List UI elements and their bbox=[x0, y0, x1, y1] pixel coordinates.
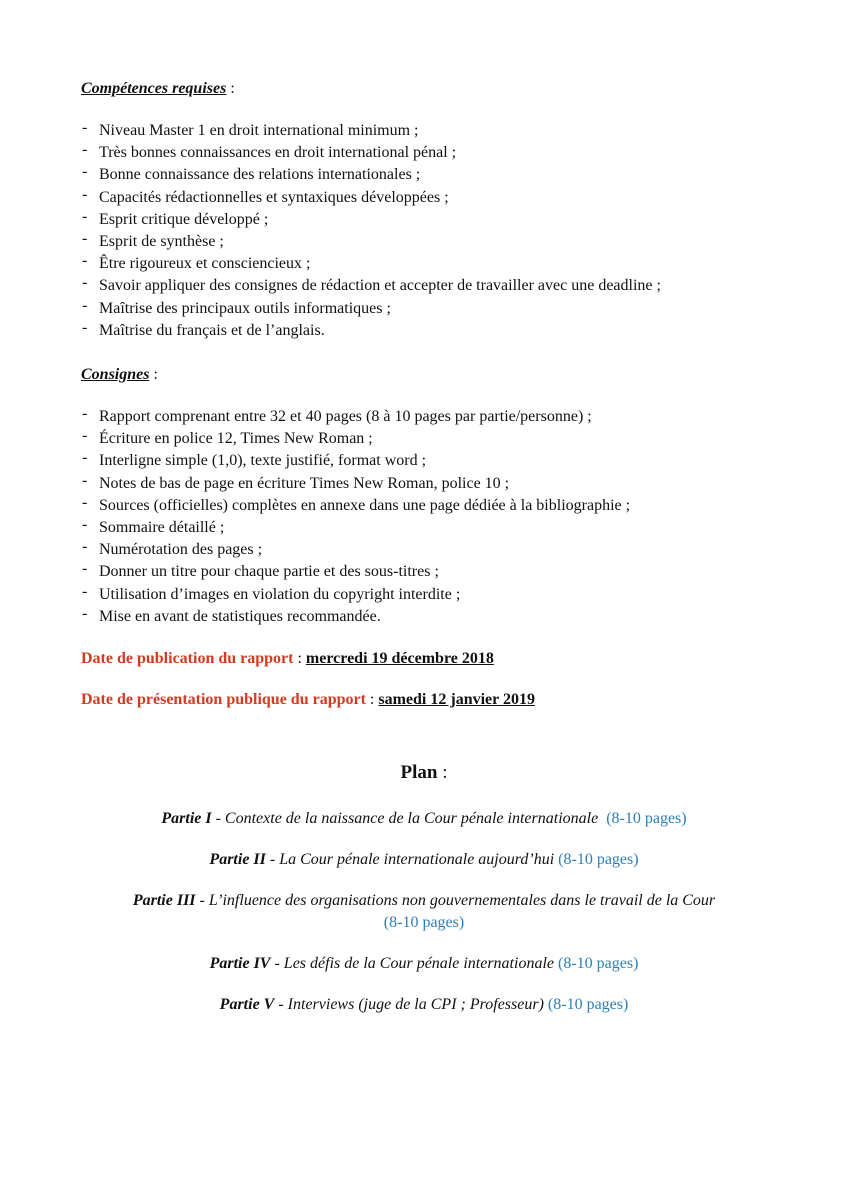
list-item: - Esprit de synthèse ; bbox=[81, 231, 771, 253]
list-item: - Capacités rédactionnelles et syntaxiques développées ; bbox=[81, 187, 771, 209]
plan-part-4 bbox=[81, 953, 767, 975]
part-separator: - bbox=[274, 996, 288, 1013]
publication-date-line bbox=[81, 648, 771, 670]
list-item: - Maîtrise du français et de l’anglais. bbox=[81, 320, 771, 342]
part-title: Contexte de la naissance de la Cour pénale internationale bbox=[224, 810, 599, 827]
plan-part-5 bbox=[81, 994, 767, 1016]
list-item: - Écriture en police 12, Times New Roman ; bbox=[81, 428, 771, 450]
list-item: - Utilisation d’images en violation du copyright interdite ; bbox=[81, 584, 771, 606]
consignes-colon: : bbox=[149, 366, 158, 384]
part-number: Partie I bbox=[161, 810, 212, 827]
presentation-date-value: samedi 12 janvier 2019 bbox=[378, 691, 535, 709]
part-title: Interviews (juge de la CPI ; Professeur) bbox=[287, 996, 544, 1013]
plan-part-1 bbox=[81, 808, 767, 830]
competences-list bbox=[81, 120, 771, 342]
part-title: L’influence des organisations non gouvernementales dans le travail de la Cour bbox=[208, 892, 716, 909]
list-item: - Mise en avant de statistiques recommandée. bbox=[81, 606, 771, 628]
part-pages: (8-10 pages) bbox=[383, 914, 465, 931]
list-item: - Savoir appliquer des consignes de rédaction et accepter de travailler avec une deadline ; bbox=[81, 275, 771, 297]
plan-title-text: Plan bbox=[400, 762, 438, 783]
list-item: - Bonne connaissance des relations internationales ; bbox=[81, 164, 771, 186]
part-number: Partie III bbox=[132, 892, 196, 909]
requirements-content bbox=[81, 78, 771, 711]
consignes-list bbox=[81, 406, 771, 628]
part-separator: - bbox=[270, 955, 284, 972]
part-pages: (8-10 pages) bbox=[606, 810, 687, 827]
list-item: - Donner un titre pour chaque partie et des sous-titres ; bbox=[81, 561, 771, 583]
competences-title: Compétences requises bbox=[81, 80, 227, 97]
part-number: Partie IV bbox=[209, 955, 271, 972]
plan-part-3 bbox=[81, 890, 767, 934]
part-separator: - bbox=[265, 851, 280, 868]
publication-date-label: Date de publication du rapport bbox=[81, 650, 294, 668]
part-number: Partie V bbox=[219, 996, 275, 1013]
list-item: - Niveau Master 1 en droit international minimum ; bbox=[81, 120, 771, 142]
list-item: - Sources (officielles) complètes en annexe dans une page dédiée à la bibliographie ; bbox=[81, 495, 771, 517]
competences-colon: : bbox=[226, 80, 235, 97]
presentation-date-label: Date de présentation publique du rapport bbox=[81, 691, 366, 709]
list-item: - Maîtrise des principaux outils informatiques ; bbox=[81, 298, 771, 320]
list-item: - Être rigoureux et consciencieux ; bbox=[81, 253, 771, 275]
presentation-date-separator: : bbox=[365, 691, 379, 709]
list-item: - Rapport comprenant entre 32 et 40 pages (8 à 10 pages par partie/personne) ; bbox=[81, 406, 771, 428]
plan-title-colon: : bbox=[437, 762, 448, 783]
list-item: - Sommaire détaillé ; bbox=[81, 517, 771, 539]
plan-section bbox=[81, 762, 767, 1016]
list-item: - Esprit critique développé ; bbox=[81, 209, 771, 231]
part-pages: (8-10 pages) bbox=[558, 851, 639, 868]
part-title: La Cour pénale internationale aujourd’hui bbox=[279, 851, 555, 868]
list-item: - Très bonnes connaissances en droit international pénal ; bbox=[81, 142, 771, 164]
part-pages: (8-10 pages) bbox=[558, 955, 639, 972]
list-item: - Numérotation des pages ; bbox=[81, 539, 771, 561]
part-title: Les défis de la Cour pénale internationale bbox=[283, 955, 554, 972]
consignes-title: Consignes bbox=[81, 366, 150, 384]
consignes-heading bbox=[81, 364, 771, 386]
part-separator: - bbox=[211, 810, 225, 827]
plan-part-2 bbox=[81, 849, 767, 871]
presentation-date-line bbox=[81, 689, 771, 711]
list-item: - Notes de bas de page en écriture Times New Roman, police 10 ; bbox=[81, 473, 771, 495]
plan-title bbox=[81, 762, 767, 784]
part-pages: (8-10 pages) bbox=[547, 996, 629, 1013]
part-number: Partie II bbox=[209, 851, 266, 868]
part-separator: - bbox=[195, 892, 209, 909]
competences-heading bbox=[81, 78, 771, 100]
publication-date-separator: : bbox=[293, 650, 306, 668]
publication-date-value: mercredi 19 décembre 2018 bbox=[305, 650, 494, 668]
list-item: - Interligne simple (1,0), texte justifié, format word ; bbox=[81, 450, 771, 472]
